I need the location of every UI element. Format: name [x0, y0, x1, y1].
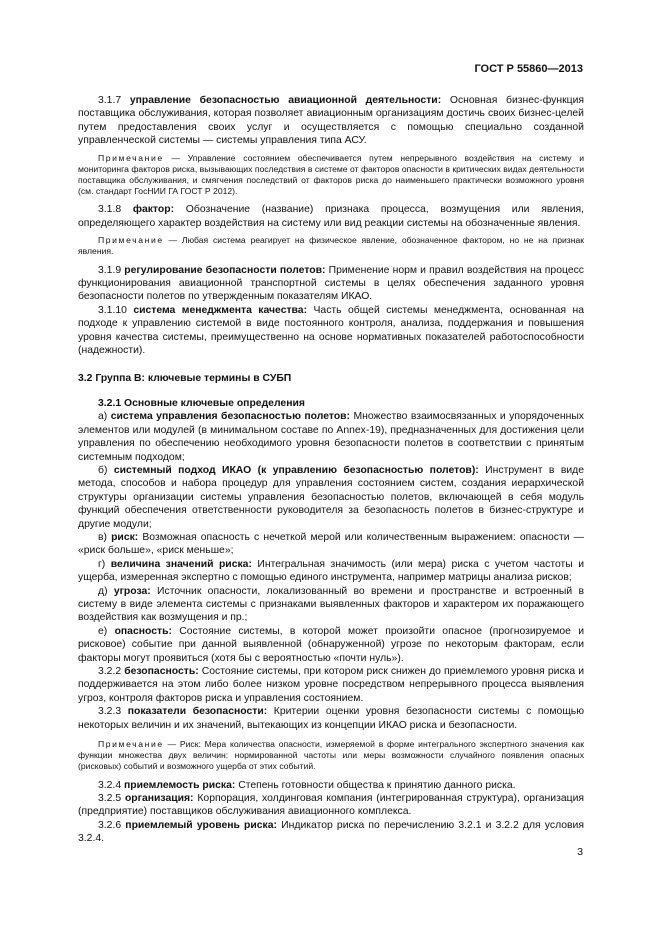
definition-d: д) угроза: Источник опасности, локализованный во времени и пространстве и встроенный в систему в виде элемента системы с признаками выявленных факторов и характером их поражающего воздействия как возмущения и пр.; — [78, 585, 585, 624]
term: риск: — [111, 531, 139, 543]
definition-3-2-6: 3.2.6 приемлемый уровень риска: Индикатор риска по перечислению 3.2.1 и 3.2.2 для условия 3.2.4. — [78, 819, 584, 845]
definition-v: в) риск: Возможная опасность с нечеткой мерой или количественным выражением: опасности — «риск больше», «риск меньше»; — [78, 531, 584, 557]
definition-3-2-5: 3.2.5 организация: Корпорация, холдинговая компания (интегрированная структура), организация (предприятие) поставщиков обслуживания авиационного комплекса. — [78, 793, 585, 818]
term: система менеджмента качества: — [133, 304, 308, 316]
term: опасность: — [114, 625, 172, 637]
definition-3-1-7: 3.1.7 управление безопасностью авиационной деятельности: Основная бизнес-функция поставщика обслуживания, которая позволяет авиационным организациям достичь своих бизнес-целей путем предоставления своих услуг и осуществляется с помощью специально созданной управленческой системы — системы управления типа АСУ. — [78, 95, 584, 147]
term: величина значений риска: — [110, 558, 252, 570]
term: фактор: — [132, 204, 175, 216]
definition-3-1-10: 3.1.10 система менеджмента качества: Часть общей системы менеджмента, основанная на подходе к управлению системой в виде постоянного контроля, анализа, поддержания и повышения уровня качества системы, преимущественно на основе нормативных показателей работоспособности (надежности). — [78, 304, 584, 357]
page-number: 3 — [577, 847, 583, 858]
term: показатели безопасности: — [127, 706, 268, 718]
definition-3-1-9: 3.1.9 регулирование безопасности полетов: Применение норм и правил воздействия на процесс функционирования авиационной транспортной системы в целях обеспечения заданного уровня безопасности полетов по утвержденным показателям ИКАО. — [78, 264, 584, 303]
standard-header: ГОСТ Р 55860—2013 — [474, 63, 583, 75]
note-3-2-3: Примечание — Риск: Мера количества опасности, измеряемой в форме интегрального экспертного значения как функции множества двух величин: нормированной частоты или меры возможности случайного появления опасных (рисковых) событий и возможного ущерба от этих событий. — [78, 739, 584, 772]
note-3-1-8: Примечание — Любая система реагирует на физическое явление, обозначенное фактором, но не на признак явления. — [78, 235, 584, 257]
term: регулирование безопасности полетов: — [124, 264, 326, 276]
term: приемлемый уровень риска: — [125, 819, 277, 831]
term: организация: — [124, 793, 194, 805]
definition-3-1-8: 3.1.8 фактор: Обозначение (название) признака процесса, возмущения или явления, определяющего характер воздействия на систему или вид реакции системы на обозначенные явления. — [78, 204, 585, 229]
section-3-2-heading: 3.2 Группа В: ключевые термины в СУБП — [78, 372, 292, 384]
definition-3-2-3: 3.2.3 показатели безопасности: Критерии оценки уровня безопасности системы с помощью некоторых величин и их значений, вытекающих из концепции ИКАО риска и безопасности. — [78, 706, 584, 731]
definition-3-2-2: 3.2.2 безопасность: Состояние системы, при котором риск снижен до приемлемого уровня риска и поддерживается на этом либо более низком уровне посредством непрерывного процесса выявления угроз, контроля факторов риска и управления состоянием. — [78, 666, 585, 704]
definition-3-2-4: 3.2.4 приемлемость риска: Степень готовности общества к принятию данного риска. — [98, 779, 516, 791]
term: угроза: — [113, 585, 151, 597]
definition-g: г) величина значений риска: Интегральная значимость (или мера) риска с учетом частоты и ущерба, измеренная экспертно с помощью единого инструмента, например матрицы анализа рисков; — [78, 558, 585, 584]
definition-b: б) системный подход ИКАО (к управлению безопасностью полетов): Инструмент в виде метода, способов и набора процедур для управления состоянием систем, создания иерархической структуры организации системы управления безопасностью полетов, включающей в себя модуль функций обеспечения ответственности руководителя за безопасность полетов в бизнес-структуре и другие модули; — [78, 464, 585, 530]
term: безопасность: — [124, 666, 199, 678]
document-body — [78, 94, 584, 846]
definition-a: а) система управления безопасностью полетов: Множество взаимосвязанных и упорядоченных элементов или модулей (в минимальном составе по Annex-19), предназначенных для достижения цели управления по обеспечению необходимого уровня безопасности полетов в соответствии с принятым системным подходом; — [78, 411, 585, 463]
definition-e: е) опасность: Состояние системы, в которой может произойти опасное (прогнозируемое и рисковое) событие при данной выявленной (обнаруженной) угрозе по некоторым факторам, если факторы могут проявиться (хотя бы с вероятностью «почти нуль»). — [78, 625, 585, 664]
term: приемлемость риска: — [124, 779, 236, 791]
note-3-1-7: Примечание — Управление состоянием обеспечивается путем непрерывного воздействия на систему и мониторинга факторов риска, вызывающих последствия в системе от факторов опасности в критических видах деятельности поставщика обслуживания, и смягчения последствий от факторов риска до наименьшего практически возможного уровня (см. стандарт ГосНИИ ГА ГОСТ Р 2012). — [78, 152, 584, 197]
subsection-3-2-1-heading: 3.2.1 Основные ключевые определения — [98, 397, 305, 409]
term: система управления безопасностью полетов: — [110, 411, 351, 423]
term: системный подход ИКАО (к управлению безопасностью полетов): — [113, 464, 479, 476]
term: управление безопасностью авиационной деятельности: — [129, 95, 442, 106]
